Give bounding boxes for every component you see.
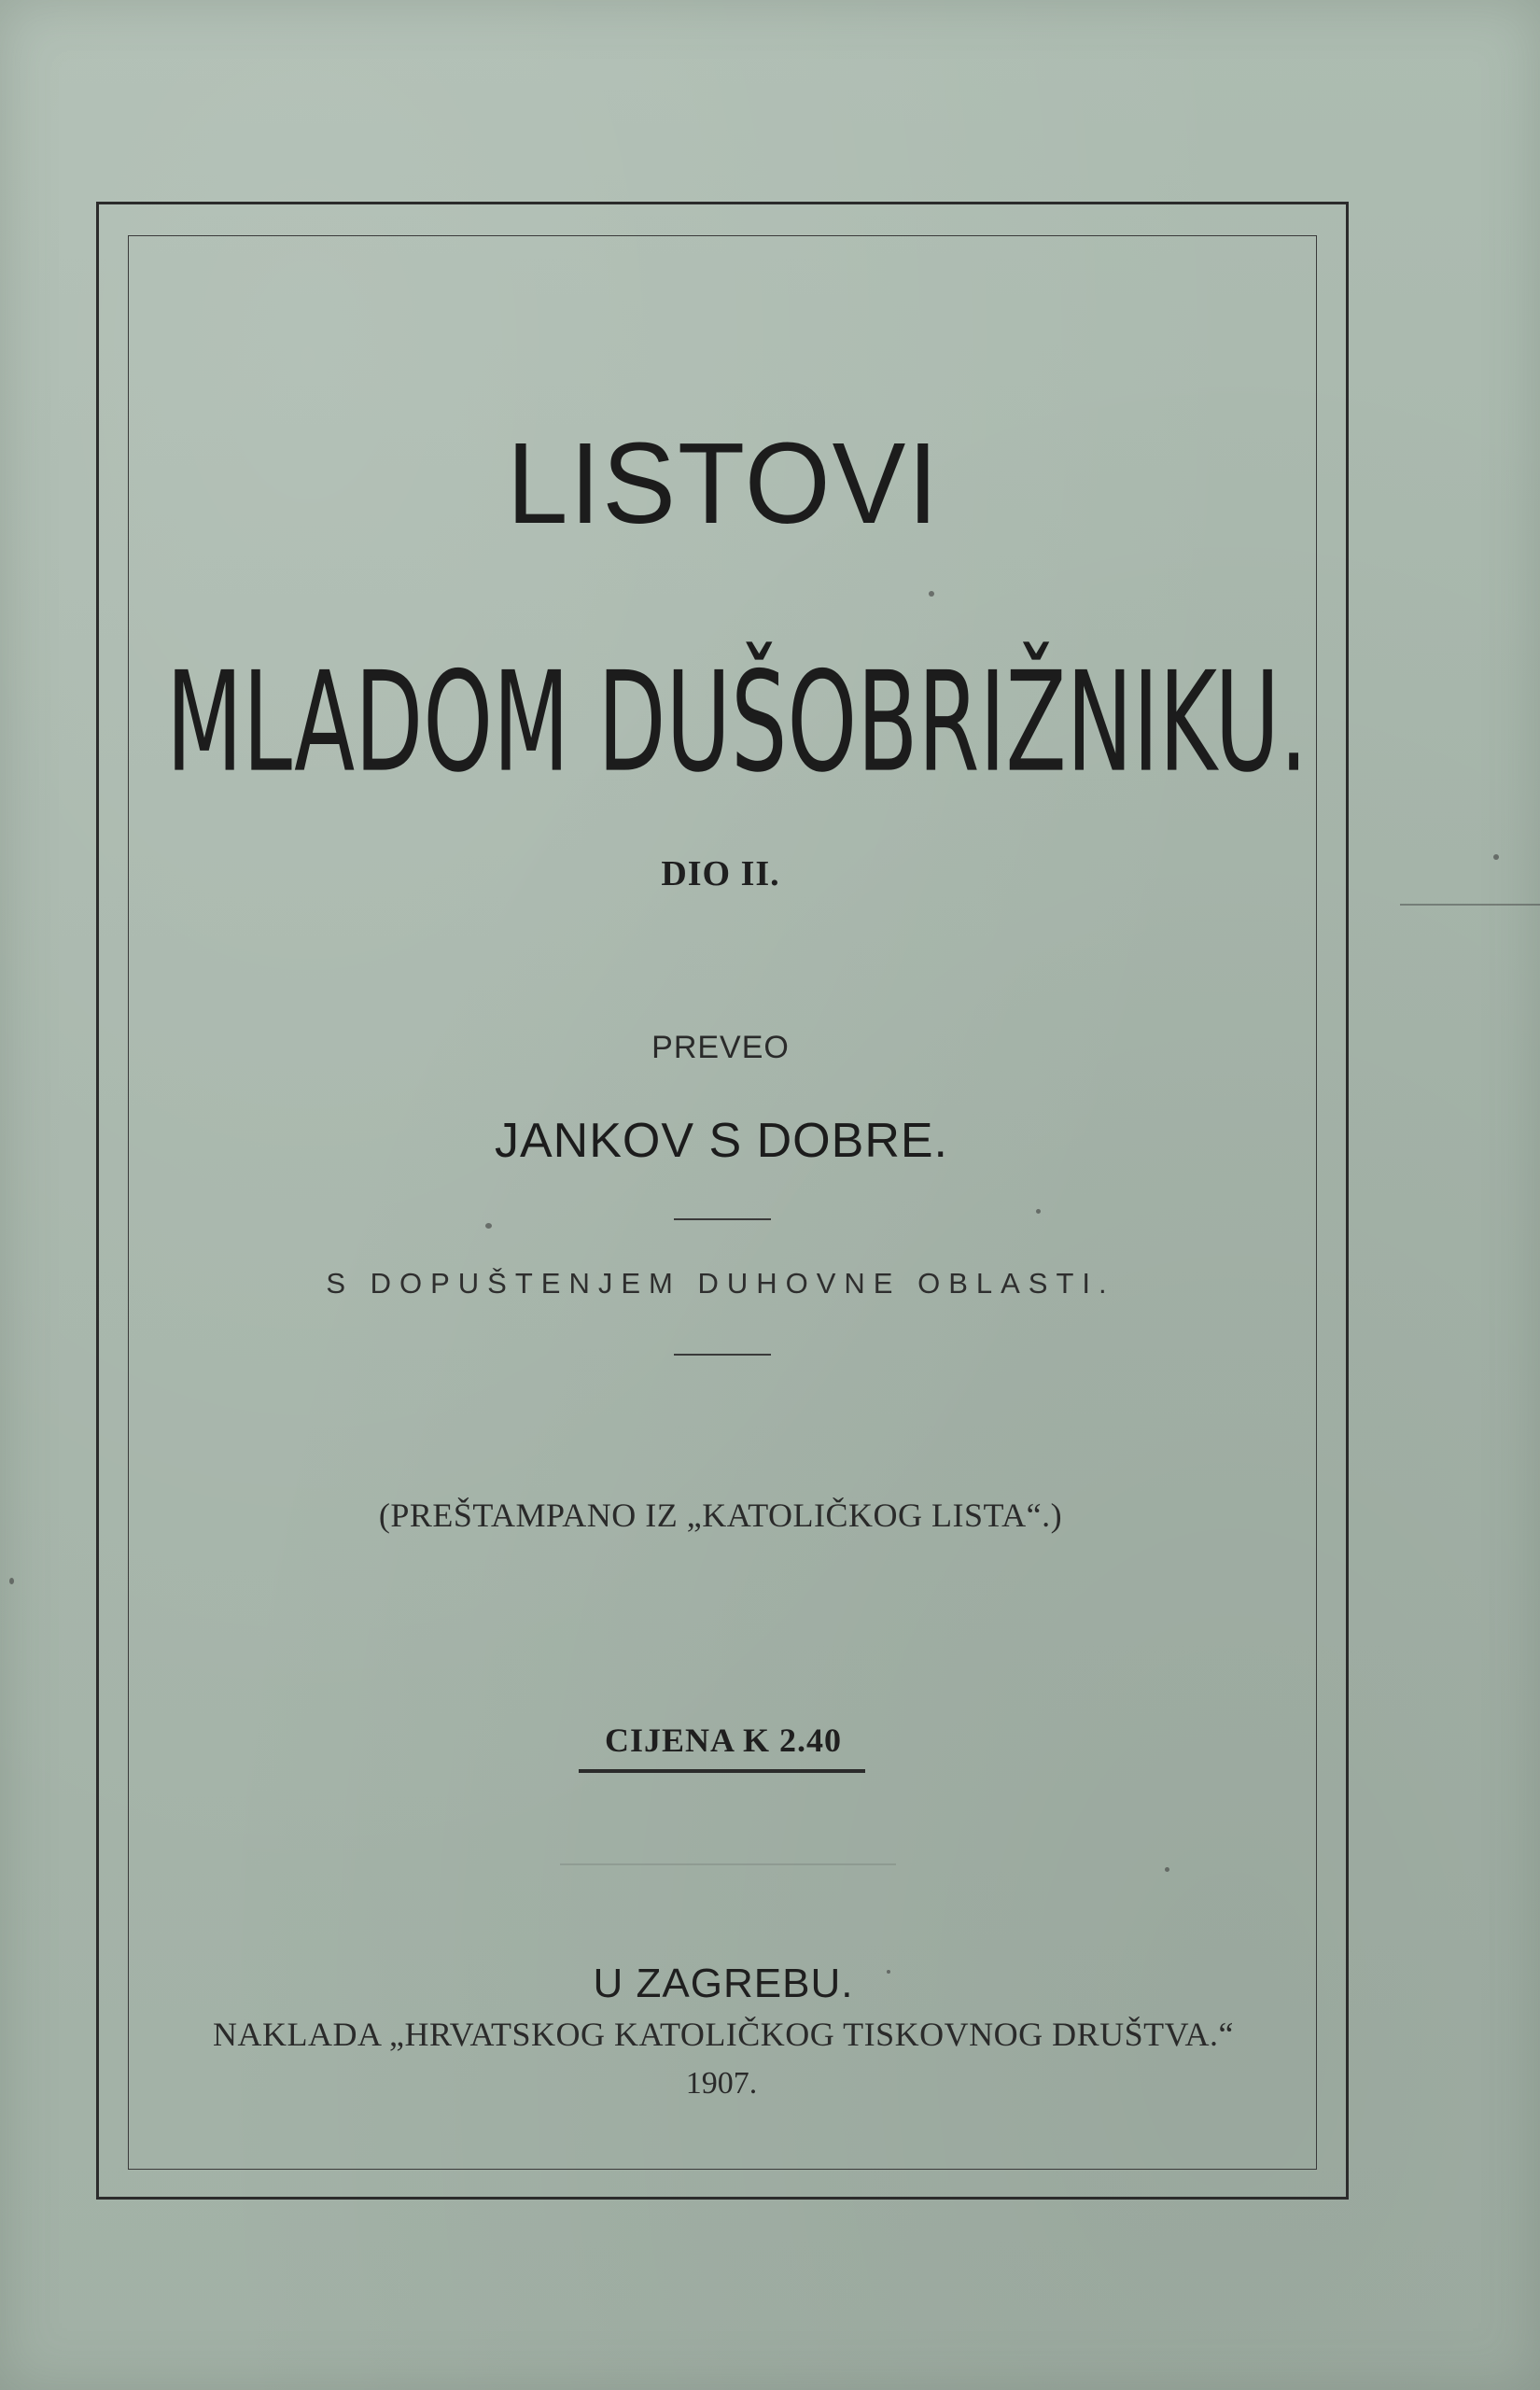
- paper-speck: [9, 1578, 14, 1584]
- permission-note: S DOPUŠTENJEM DUHOVNE OBLASTI.: [326, 1267, 1115, 1300]
- paper-scuff: [1400, 904, 1540, 906]
- translated-by-label: PREVEO: [651, 1030, 790, 1065]
- paper-speck: [1493, 854, 1499, 860]
- price-underline: [579, 1769, 865, 1773]
- divider-rule-bottom: [674, 1354, 771, 1356]
- publisher-line: NAKLADA „HRVATSKOG KATOLIČKOG TISKOVNOG DRUŠTVA.“: [213, 2016, 1234, 2053]
- part-label: DIO II.: [661, 854, 780, 893]
- title-line-1: LISTOVI: [506, 418, 941, 549]
- paper-speck: [485, 1223, 492, 1229]
- paper-speck: [887, 1970, 890, 1974]
- divider-rule-top: [674, 1218, 771, 1220]
- translator-name: JANKOV S DOBRE.: [495, 1114, 948, 1168]
- reprint-note: (PREŠTAMPANO IZ „KATOLIČKOG LISTA“.): [378, 1497, 1063, 1534]
- title-line-2: MLADOM DUŠOBRIŽNIKU.: [166, 642, 1309, 804]
- price-label: CIJENA K 2.40: [604, 1722, 843, 1759]
- paper-speck: [1036, 1209, 1041, 1214]
- publication-city: U ZAGREBU.: [593, 1961, 854, 2006]
- paper-speck: [1165, 1867, 1169, 1872]
- paper-speck: [929, 591, 934, 597]
- publication-year: 1907.: [685, 2066, 758, 2101]
- paper-scuff: [560, 1863, 896, 1865]
